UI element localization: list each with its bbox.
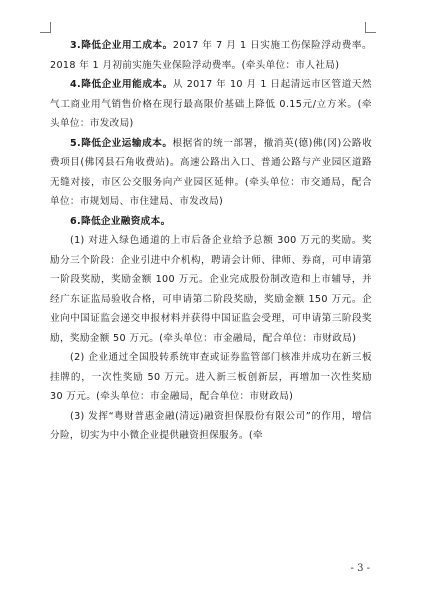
paragraph-energy-cost xyxy=(50,75,372,134)
paragraph-labor-cost xyxy=(50,36,372,75)
document-body xyxy=(50,36,372,446)
crop-mark-top-left xyxy=(40,22,51,33)
heading-financing-cost: 6.降低企业融资成本。 xyxy=(70,215,171,227)
crop-mark-top-right xyxy=(365,22,376,33)
paragraph-transport-cost xyxy=(50,134,372,212)
heading-labor-cost: 3.降低企业用工成本。 xyxy=(70,40,173,51)
paragraph-neeq-reward: (2) 企业通过全国股转系统审查或证券监管部门核准并成功在新三板挂牌的，一次性奖励 50 万元。进入新三板创新层，再增加一次性奖励 30 万元。(牵头单位：市金融局，配合单位：市财政局) xyxy=(50,352,372,402)
text-transport-cost: 根据省的统一部署，撤消英(德)佛(冈)公路收费项目(佛冈县石角收费站)。高速公路出入口、普通公路与产业园区道路无缝对接，市区公交服务向产业园区延伸。(牵头单位：市交通局，配合单位：市规划局、市住建局、市发改局) xyxy=(50,137,373,207)
paragraph-guarantee: (3) 发挥“粤财普惠金融(清远)融资担保股份有限公司”的作用，增信分险，切实为中小微企业提供融资担保服务。(牵 xyxy=(50,410,372,441)
paragraph-listing-reward: (1) 对进入绿色通道的上市后备企业给予总额 300 万元的奖励。奖励分三个阶段：企业引进中介机构，聘请会计师、律师、券商，可申请第一阶段奖励，奖励金额 100 万元。企业完成股份制改造和上市辅导，并经广东证监局验收合格，可申请第二阶段奖励，奖励金额 150 万元。企业向中国证监会递交申报材料并获得中国证监会受理，可申请第三阶段奖励，奖励金额 50 万元。(牵头单位：市金融局，配合单位：市财政局) xyxy=(50,235,372,344)
heading-transport-cost: 5.降低企业运输成本。 xyxy=(70,137,173,149)
page-number: - 3 - xyxy=(350,563,370,574)
paragraph-financing-cost xyxy=(50,212,372,232)
heading-energy-cost: 4.降低企业用能成本。 xyxy=(70,79,173,90)
text-labor-cost: 2017 年 7 月 1 日实施工伤保险浮动费率。2018 年 1 月初前实施失业保险浮动费率。(牵头单位：市人社局) xyxy=(50,40,373,71)
text-energy-cost: 从 2017 年 10 月 1 日起清远市区管道天然气工商业用气销售价格在现行最高限价基础上降低 0.15元/立方米。(牵头单位：市发改局) xyxy=(50,79,373,129)
